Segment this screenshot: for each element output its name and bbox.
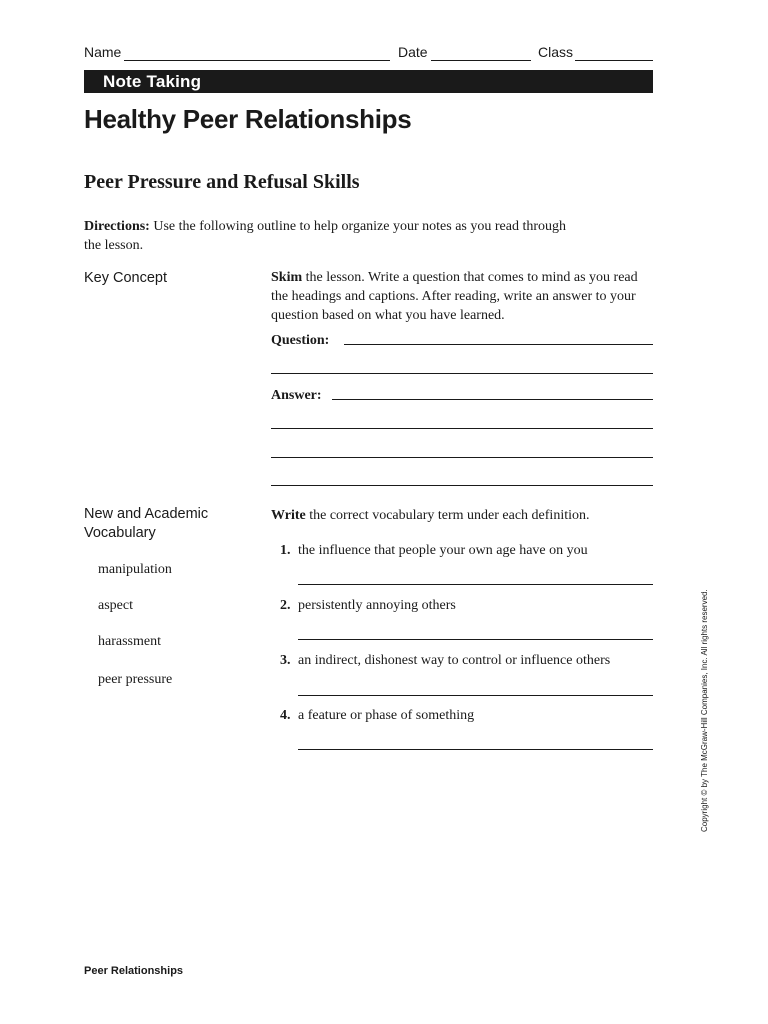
name-field[interactable] — [124, 59, 390, 61]
vocabulary-label: New and Academic Vocabulary — [84, 506, 209, 541]
definition-text: the influence that people your own age have on you — [298, 543, 588, 558]
skim-text: the lesson. Write a question that comes to mind as you read the headings and captions. After reading, write an answer to your question based on what you have learned. — [271, 270, 638, 323]
footer-label: Peer Relationships — [84, 965, 184, 977]
answer-line[interactable] — [271, 485, 653, 486]
directions-label: Directions: — [84, 219, 150, 234]
skim-label: Skim — [271, 270, 303, 285]
question-line[interactable] — [344, 344, 653, 345]
page-title: Healthy Peer Relationships — [84, 104, 412, 134]
question-line[interactable] — [271, 373, 653, 374]
name-label: Name — [84, 44, 122, 60]
vocab-instruction — [271, 506, 590, 525]
question-label: Question: — [271, 333, 330, 348]
answer-label: Answer: — [271, 388, 322, 403]
definition-text: an indirect, dishonest way to control or influence others — [298, 653, 611, 668]
write-text: the correct vocabulary term under each definition. — [309, 508, 590, 523]
definition-number: 2. — [280, 598, 291, 613]
vocab-word: manipulation — [98, 562, 172, 577]
definition-number: 4. — [280, 708, 291, 723]
directions — [84, 217, 584, 255]
copyright-notice: Copyright © by The McGraw-Hill Companies, Inc. All rights reserved. — [700, 589, 709, 832]
write-label: Write — [271, 508, 306, 523]
answer-line[interactable] — [298, 639, 653, 640]
answer-line[interactable] — [271, 457, 653, 458]
answer-line[interactable] — [298, 584, 653, 585]
definition-text: a feature or phase of something — [298, 708, 475, 723]
class-label: Class — [538, 44, 574, 60]
date-field[interactable] — [431, 59, 531, 61]
answer-line[interactable] — [332, 399, 653, 400]
key-concept-label: Key Concept — [84, 270, 168, 286]
directions-text: Use the following outline to help organize your notes as you read through the lesson. — [84, 219, 566, 253]
date-label: Date — [398, 44, 428, 60]
page-subtitle: Peer Pressure and Refusal Skills — [84, 171, 360, 193]
definition-number: 3. — [280, 653, 291, 668]
answer-line[interactable] — [298, 695, 653, 696]
section-bar-label: Note Taking — [103, 72, 202, 91]
vocab-word: harassment — [98, 634, 161, 649]
answer-line[interactable] — [271, 428, 653, 429]
vocab-word: peer pressure — [98, 672, 173, 687]
answer-line[interactable] — [298, 749, 653, 750]
class-field[interactable] — [575, 59, 653, 61]
definition-text: persistently annoying others — [298, 598, 456, 613]
definition-number: 1. — [280, 543, 291, 558]
key-concept-instruction — [271, 268, 641, 325]
vocab-word: aspect — [98, 598, 133, 613]
